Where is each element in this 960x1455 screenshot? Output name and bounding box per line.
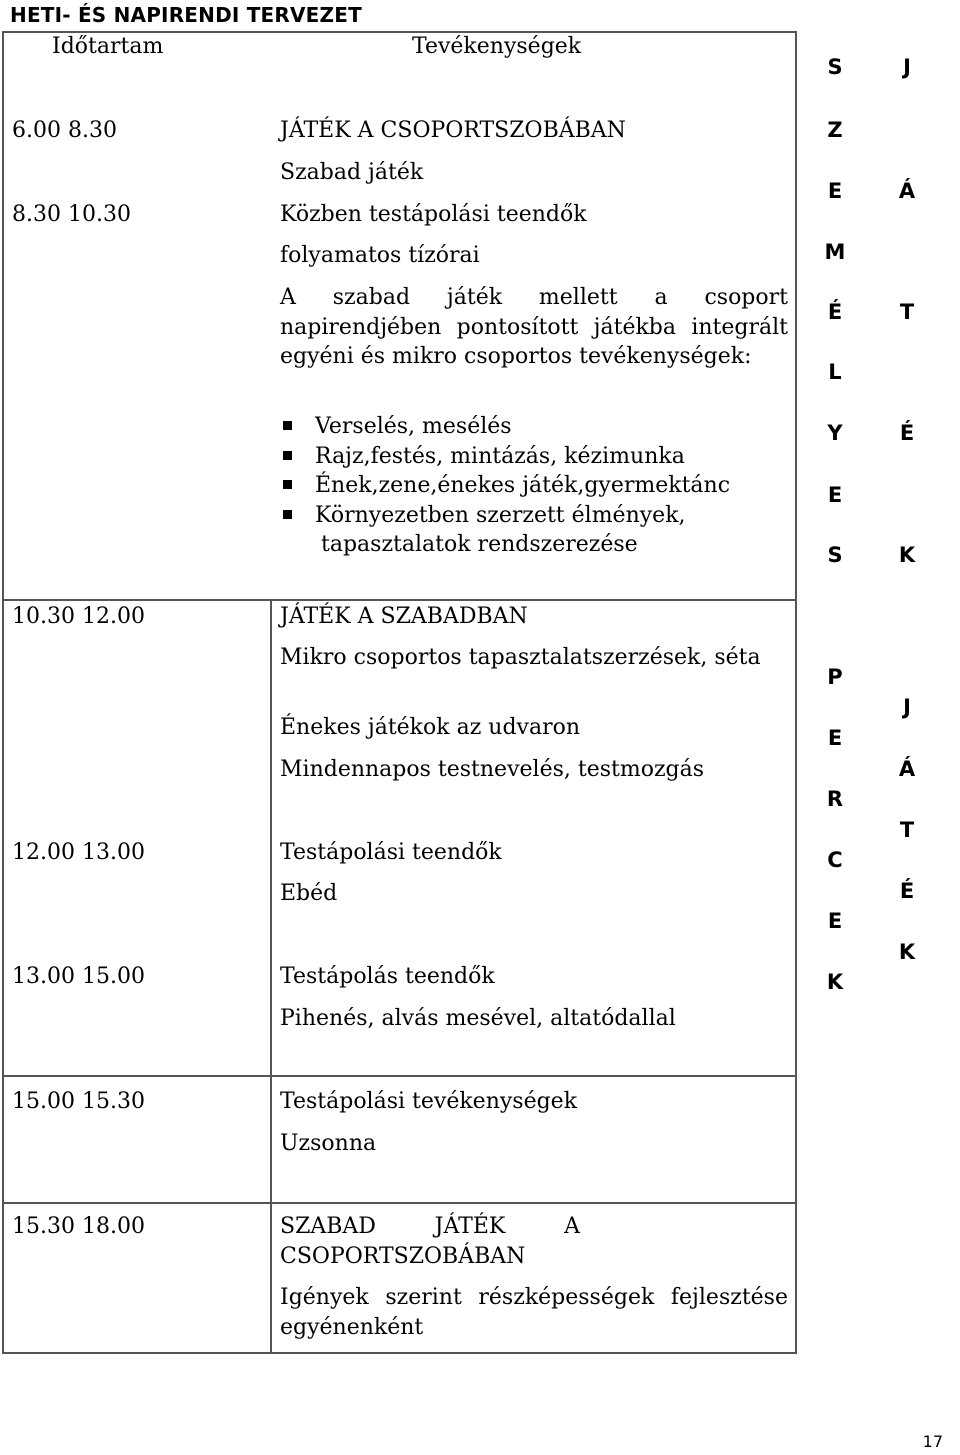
side-letter: Z [827,118,843,142]
activity-paragraph: Mikro csoportos tapasztalatszerzések, séta [280,645,761,670]
bullet-item: Ének,zene,énekes játék,gyermektánc [282,471,730,501]
side-letter: É [899,879,915,903]
page-title: HETI- ÉS NAPIRENDI TERVEZET [10,3,362,27]
table-border-left [2,31,4,1354]
activity-line: Testápolás teendők [280,964,495,989]
time-slot: 13.00 15.00 [12,964,145,989]
duration-header: Időtartam [52,34,164,59]
activity-heading: JÁTÉK A SZABADBAN [280,604,528,629]
bullet-item: Környezetben szerzett élmények, [282,501,730,531]
side-letter: S [827,543,843,567]
side-letter: Y [827,421,843,445]
side-letter: K [826,970,844,994]
table-row-divider [2,1075,797,1077]
time-slot: 15.30 18.00 [12,1214,145,1239]
bullet-item: Rajz,festés, mintázás, kézimunka [282,442,730,472]
side-letter: E [827,726,843,750]
table-border-top [2,31,797,33]
activity-line: Uzsonna [280,1131,377,1156]
side-letter: J [903,695,911,719]
activity-line: Énekes játékok az udvaron [280,715,581,740]
side-letter: Á [898,757,916,781]
activity-paragraph: A szabad játék mellett a csoport napirendjében pontosított játékba integrált egyéni és mikro csoportos tevékenységek: [280,285,788,369]
table-border-right [795,31,797,1354]
side-letter: E [827,483,843,507]
side-letter: C [827,848,843,872]
time-slot: 6.00 8.30 [12,118,117,143]
activity-line: Testápolási teendők [280,840,502,865]
side-letter: E [827,179,843,203]
side-letter: Á [898,179,916,203]
side-letter: P [827,665,843,689]
activity-line: Pihenés, alvás mesével, altatódallal [280,1006,676,1031]
activities-header: Tevékenységek [412,34,582,59]
bullet-item: Verselés, mesélés [282,412,730,442]
activity-line: folyamatos tízórai [280,243,480,268]
table-border-bottom [2,1352,797,1354]
time-slot: 15.00 15.30 [12,1089,145,1114]
activity-bullet-list [282,412,730,560]
activity-heading: SZABAD JÁTÉK A CSOPORTSZOBÁBAN [280,1214,580,1269]
side-letter: R [826,787,844,811]
side-letter: T [899,300,915,324]
side-letter: S [827,55,843,79]
page-number: 17 [922,1432,943,1451]
side-letter: J [903,55,911,79]
side-letter: M [824,240,846,264]
side-letter: T [899,818,915,842]
bullet-item-continuation: tapasztalatok rendszerezése [321,532,638,557]
table-row-divider [2,599,797,601]
side-letter: L [828,360,842,384]
activity-line: Közben testápolási teendők [280,202,587,227]
time-slot: 12.00 13.00 [12,840,145,865]
activity-paragraph: Igények szerint részképességek fejlesztése egyénenként [280,1285,788,1340]
side-letter: K [898,543,916,567]
side-letter: E [827,909,843,933]
side-letter: K [898,940,916,964]
activity-line: Szabad játék [280,160,424,185]
time-slot: 8.30 10.30 [12,202,131,227]
side-letter: É [899,421,915,445]
table-column-divider [270,600,272,1354]
activity-line: Testápolási tevékenységek [280,1089,578,1114]
time-slot: 10.30 12.00 [12,604,145,629]
activity-line: Ebéd [280,881,338,906]
table-row-divider [2,1202,797,1204]
side-letter: É [827,300,843,324]
activity-line: Mindennapos testnevelés, testmozgás [280,757,705,782]
activity-heading: JÁTÉK A CSOPORTSZOBÁBAN [280,118,626,143]
